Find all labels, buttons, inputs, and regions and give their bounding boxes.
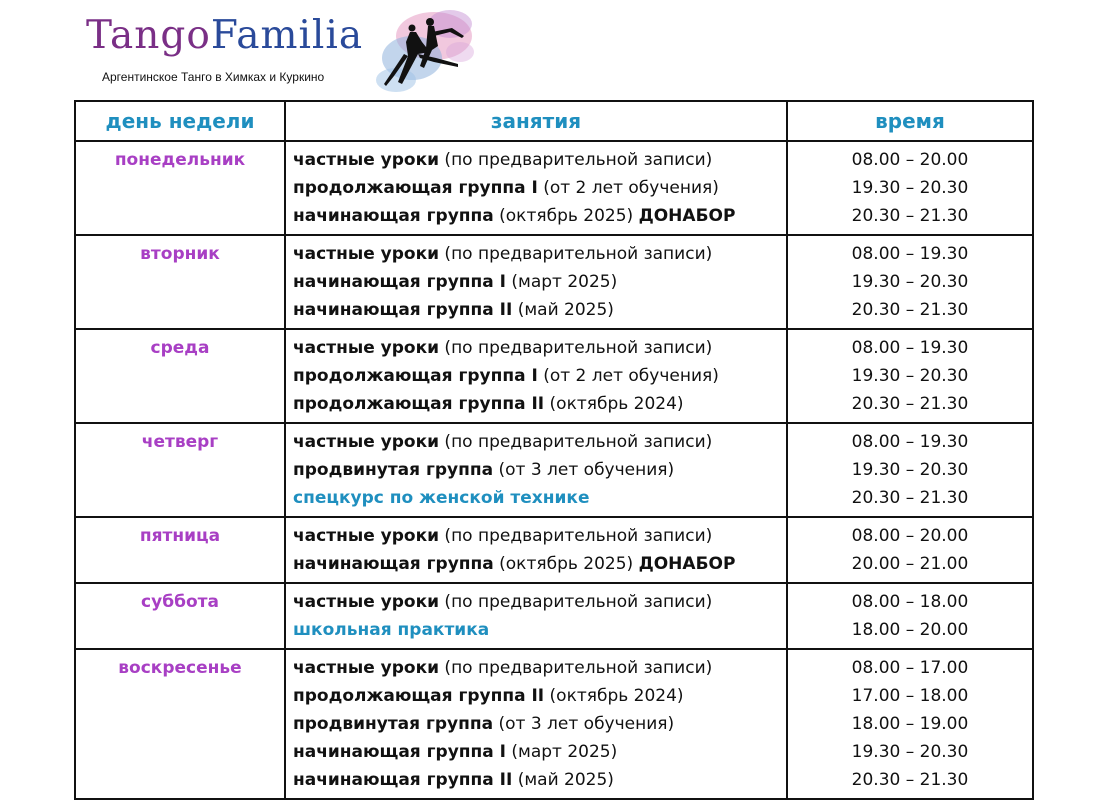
class-note: (октябрь 2025) — [493, 554, 639, 574]
time-range: 20.00 – 21.00 — [851, 554, 969, 574]
class-entry — [293, 268, 786, 296]
special-class-name: школьная практика — [293, 620, 490, 640]
class-name: начинающая группа II — [293, 770, 513, 790]
class-entry — [293, 456, 786, 484]
class-entry — [293, 588, 786, 616]
class-name: продолжающая группа I — [293, 366, 538, 386]
class-note: (май 2025) — [512, 300, 614, 320]
time-range: 18.00 – 19.00 — [851, 714, 969, 734]
day-cell: суббота — [75, 583, 285, 649]
time-cell — [787, 141, 1033, 235]
class-entry — [293, 362, 786, 390]
class-entry — [293, 240, 786, 268]
time-range: 08.00 – 19.30 — [851, 244, 969, 264]
class-note: (октябрь 2024) — [544, 394, 684, 414]
time-range: 19.30 – 20.30 — [851, 178, 969, 198]
class-note: (по предварительной записи) — [439, 244, 713, 264]
header-day: день недели — [75, 101, 285, 141]
table-row — [75, 517, 1033, 583]
logo-subtitle: Аргентинское Танго в Химках и Куркино — [102, 70, 325, 84]
day-cell: среда — [75, 329, 285, 423]
classes-cell — [285, 517, 787, 583]
time-cell — [787, 423, 1033, 517]
time-range: 19.30 – 20.30 — [851, 366, 969, 386]
time-range: 08.00 – 17.00 — [851, 658, 969, 678]
day-cell: воскресенье — [75, 649, 285, 799]
class-entry — [293, 296, 786, 324]
time-range: 20.30 – 21.30 — [851, 206, 969, 226]
class-entry — [293, 390, 786, 418]
class-entry — [293, 738, 786, 766]
time-range: 08.00 – 18.00 — [851, 592, 969, 612]
class-entry — [293, 682, 786, 710]
logo-title-familia: Familia — [210, 13, 364, 58]
schedule-body — [75, 141, 1033, 799]
enrollment-badge: ДОНАБОР — [638, 554, 736, 574]
class-entry — [293, 174, 786, 202]
time-range: 08.00 – 20.00 — [851, 150, 969, 170]
class-note: (по предварительной записи) — [439, 150, 713, 170]
class-name: частные уроки — [293, 526, 440, 546]
time-range: 19.30 – 20.30 — [851, 272, 969, 292]
class-name: продолжающая группа II — [293, 686, 545, 706]
class-name: частные уроки — [293, 244, 440, 264]
time-range: 18.00 – 20.00 — [851, 620, 969, 640]
class-name: начинающая группа — [293, 554, 494, 574]
class-entry — [293, 484, 786, 512]
class-entry — [293, 202, 786, 230]
class-note: (май 2025) — [512, 770, 614, 790]
logo — [86, 6, 486, 98]
class-note: (по предварительной записи) — [439, 432, 713, 452]
class-note: (по предварительной записи) — [439, 658, 713, 678]
time-range: 08.00 – 19.30 — [851, 432, 969, 452]
class-name: частные уроки — [293, 338, 440, 358]
day-cell: понедельник — [75, 141, 285, 235]
class-entry — [293, 334, 786, 362]
table-row — [75, 141, 1033, 235]
header-time: время — [787, 101, 1033, 141]
class-note: (от 2 лет обучения) — [537, 178, 719, 198]
class-name: частные уроки — [293, 592, 440, 612]
time-range: 08.00 – 19.30 — [851, 338, 969, 358]
class-name: частные уроки — [293, 432, 440, 452]
day-cell: вторник — [75, 235, 285, 329]
header-classes: занятия — [285, 101, 787, 141]
table-row — [75, 235, 1033, 329]
time-cell — [787, 517, 1033, 583]
time-cell — [787, 329, 1033, 423]
class-note: (по предварительной записи) — [439, 592, 713, 612]
table-row — [75, 649, 1033, 799]
time-range: 20.30 – 21.30 — [851, 770, 969, 790]
time-range: 08.00 – 20.00 — [851, 526, 969, 546]
table-header-row — [75, 101, 1033, 141]
class-entry — [293, 654, 786, 682]
time-range: 17.00 – 18.00 — [851, 686, 969, 706]
class-name: продвинутая группа — [293, 714, 494, 734]
enrollment-badge: ДОНАБОР — [638, 206, 736, 226]
classes-cell — [285, 423, 787, 517]
class-name: частные уроки — [293, 150, 440, 170]
logo-title-tango: Tango — [86, 13, 211, 58]
class-entry — [293, 766, 786, 794]
class-entry — [293, 146, 786, 174]
classes-cell — [285, 235, 787, 329]
class-note: (март 2025) — [505, 742, 618, 762]
time-range: 20.30 – 21.30 — [851, 488, 969, 508]
class-name: начинающая группа II — [293, 300, 513, 320]
day-cell: четверг — [75, 423, 285, 517]
time-cell — [787, 649, 1033, 799]
class-note: (октябрь 2024) — [544, 686, 684, 706]
time-cell — [787, 235, 1033, 329]
class-note: (от 3 лет обучения) — [493, 460, 675, 480]
class-note: (от 3 лет обучения) — [493, 714, 675, 734]
classes-cell — [285, 329, 787, 423]
schedule-table — [74, 100, 1034, 800]
class-entry — [293, 550, 786, 578]
tango-dancers-icon — [372, 6, 482, 98]
logo-title — [86, 13, 364, 58]
class-note: (от 2 лет обучения) — [537, 366, 719, 386]
class-entry — [293, 710, 786, 738]
classes-cell — [285, 141, 787, 235]
class-entry — [293, 616, 786, 644]
time-range: 19.30 – 20.30 — [851, 460, 969, 480]
class-name: продвинутая группа — [293, 460, 494, 480]
class-entry — [293, 522, 786, 550]
classes-cell — [285, 649, 787, 799]
class-note: (по предварительной записи) — [439, 526, 713, 546]
class-note: (октябрь 2025) — [493, 206, 639, 226]
class-entry — [293, 428, 786, 456]
time-range: 19.30 – 20.30 — [851, 742, 969, 762]
time-range: 20.30 – 21.30 — [851, 394, 969, 414]
class-name: начинающая группа — [293, 206, 494, 226]
special-class-name: спецкурс по женской технике — [293, 488, 590, 508]
time-range: 20.30 – 21.30 — [851, 300, 969, 320]
class-name: продолжающая группа II — [293, 394, 545, 414]
class-note: (март 2025) — [505, 272, 618, 292]
class-name: начинающая группа I — [293, 272, 506, 292]
class-name: продолжающая группа I — [293, 178, 538, 198]
time-cell — [787, 583, 1033, 649]
table-row — [75, 583, 1033, 649]
class-name: начинающая группа I — [293, 742, 506, 762]
class-name: частные уроки — [293, 658, 440, 678]
day-cell: пятница — [75, 517, 285, 583]
table-row — [75, 423, 1033, 517]
class-note: (по предварительной записи) — [439, 338, 713, 358]
table-row — [75, 329, 1033, 423]
classes-cell — [285, 583, 787, 649]
